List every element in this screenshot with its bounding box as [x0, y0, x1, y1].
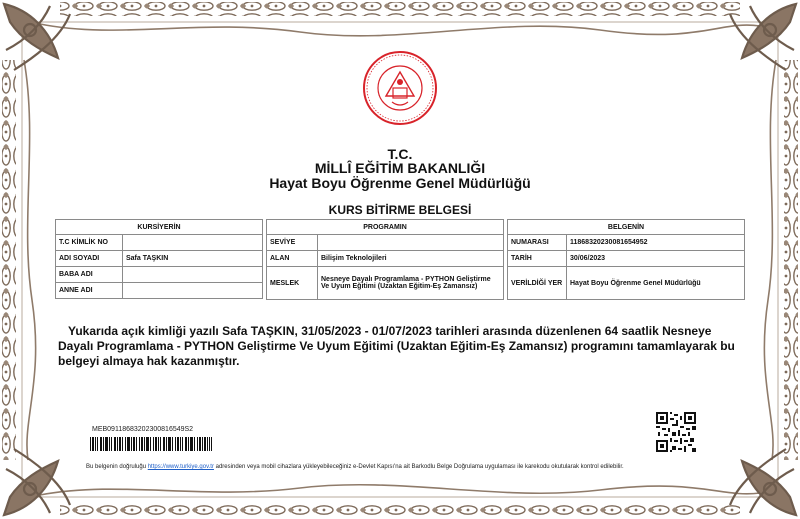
field-value: Bilişim Teknolojileri	[318, 251, 504, 267]
level-label: SEVİYE	[267, 235, 318, 251]
field-label: ALAN	[267, 251, 318, 267]
profession-value: Nesneye Dayalı Programlama - PYTHON Geliştirme Ve Uyum Eğitimi (Uzaktan Eğitim-Eş Zamansız)	[318, 267, 504, 300]
name-value: Safa TAŞKIN	[123, 251, 263, 267]
number-label: NUMARASI	[508, 235, 567, 251]
verification-note-suffix: adresinden veya mobil cihazlara yükleyebileceğiniz e-Devlet Kapısı'na ait Barkodlu Belge Doğrulama uygulaması ile karekodu okutularak kontrol edilebilir.	[213, 464, 624, 470]
father-value	[123, 267, 263, 283]
document-title: KURS BİTİRME BELGESİ	[328, 203, 472, 217]
mother-label: ANNE ADI	[56, 283, 123, 299]
trainee-table	[55, 219, 263, 299]
turkiye-gov-link[interactable]: https://www.turkiye.gov.tr	[147, 464, 214, 470]
issuer-label: VERİLDİĞİ YER	[508, 267, 567, 300]
tc-value	[123, 235, 263, 251]
date-label: TARİH	[508, 251, 567, 267]
qr-code-icon	[656, 412, 696, 452]
certificate-heading: BELGENİN	[508, 220, 745, 235]
header-ministry: MİLLÎ EĞİTİM BAKANLIĞI	[314, 160, 486, 176]
barcode-icon	[90, 437, 212, 451]
tc-label: T.C KİMLİK NO	[56, 235, 123, 251]
father-label: BABA ADI	[56, 267, 123, 283]
header-directorate: Hayat Boyu Öğrenme Genel Müdürlüğü	[269, 175, 531, 191]
number-value: 11868320230081654952	[567, 235, 745, 251]
ministry-seal-icon	[362, 50, 438, 126]
name-label: ADI SOYADI	[56, 251, 123, 267]
profession-label: MESLEK	[267, 267, 318, 300]
barcode-number: MEB09118683202300816549S2	[92, 426, 194, 433]
verification-note	[86, 464, 726, 470]
mother-value	[123, 283, 263, 299]
certificate-statement: Yukarıda açık kimliği yazılı Safa TAŞKIN, 31/05/2023 - 01/07/2023 tarihleri arasında düzenlenen 64 saatlik Nesneye Dayalı Programlama - PYTHON Geliştirme Ve Uyum Eğitimi (Uzaktan Eğitim-Eş Zamansız) programını tamamlayarak bu belgeyi almaya hak kazanmıştır.	[58, 324, 735, 368]
date-value: 30/06/2023	[567, 251, 745, 267]
program-heading: PROGRAMIN	[267, 220, 504, 235]
program-table	[266, 219, 504, 300]
issuer-value: Hayat Boyu Öğrenme Genel Müdürlüğü	[567, 267, 745, 300]
certificate-table	[507, 219, 745, 300]
trainee-heading: KURSİYERİN	[56, 220, 263, 235]
level-value	[318, 235, 504, 251]
header-tc: T.C.	[387, 146, 413, 162]
verification-note-prefix: Bu belgenin doğruluğu	[86, 464, 148, 470]
